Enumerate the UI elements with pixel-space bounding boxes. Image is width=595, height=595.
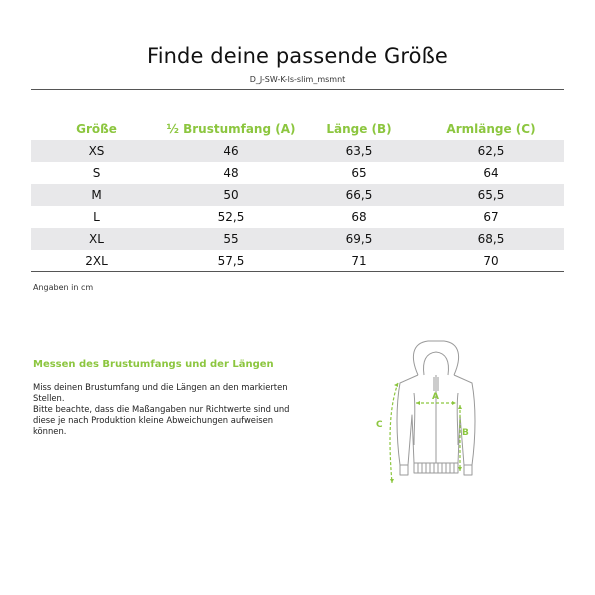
product-code: D_J-SW-K-ls-slim_msmnt bbox=[249, 75, 346, 84]
half-chest-cell: 46 bbox=[162, 140, 300, 162]
instruction-line: diese je nach Produktion kleine Abweichungen aufweisen bbox=[33, 415, 274, 425]
table-row bbox=[31, 206, 564, 228]
diagram-label-c: C bbox=[376, 420, 383, 430]
size-cell: M bbox=[31, 184, 162, 206]
diagram-label-b: B bbox=[462, 428, 469, 438]
sleeve-length-cell: 70 bbox=[483, 254, 499, 268]
length-cell: 63,5 bbox=[300, 140, 418, 162]
table-row bbox=[31, 162, 564, 184]
sleeve-length-cell: 68,5 bbox=[418, 228, 564, 250]
half-chest-cell: 57,5 bbox=[217, 254, 245, 268]
column-header-size: Größe bbox=[76, 122, 117, 136]
size-table bbox=[31, 118, 564, 272]
size-cell: S bbox=[92, 166, 101, 180]
size-cell: 2XL bbox=[85, 254, 108, 268]
size-cell: XS bbox=[31, 140, 162, 162]
table-header-row bbox=[31, 118, 564, 140]
sleeve-length-cell: 64 bbox=[483, 166, 499, 180]
measure-instructions bbox=[33, 382, 308, 437]
column-header-length: Länge (B) bbox=[326, 122, 392, 136]
bottom-divider bbox=[31, 271, 564, 272]
sleeve-length-cell: 62,5 bbox=[418, 140, 564, 162]
size-cell: L bbox=[93, 210, 100, 224]
instruction-line: können. bbox=[33, 426, 67, 436]
table-row bbox=[31, 250, 564, 272]
size-cell: XL bbox=[31, 228, 162, 250]
unit-note: Angaben in cm bbox=[33, 283, 94, 292]
length-cell: 66,5 bbox=[300, 184, 418, 206]
instruction-line: Bitte beachte, dass die Maßangaben nur Richtwerte sind und bbox=[33, 404, 290, 414]
length-cell: 71 bbox=[351, 254, 367, 268]
top-divider bbox=[31, 89, 564, 90]
measure-heading: Messen des Brustumfangs und der Längen bbox=[33, 359, 274, 370]
sleeve-length-cell: 67 bbox=[483, 210, 499, 224]
instruction-line: Miss deinen Brustumfang und die Längen an den markierten bbox=[33, 382, 288, 392]
column-header-sleeve-length: Armlänge (C) bbox=[446, 122, 536, 136]
hoodie-outline-icon bbox=[370, 335, 500, 500]
length-cell: 69,5 bbox=[300, 228, 418, 250]
length-cell: 65 bbox=[351, 166, 367, 180]
half-chest-cell: 48 bbox=[223, 166, 239, 180]
diagram-label-a: A bbox=[432, 392, 439, 402]
half-chest-cell: 55 bbox=[162, 228, 300, 250]
half-chest-cell: 52,5 bbox=[217, 210, 245, 224]
half-chest-cell: 50 bbox=[162, 184, 300, 206]
column-header-half-chest: ½ Brustumfang (A) bbox=[166, 122, 296, 136]
instruction-line: Stellen. bbox=[33, 393, 65, 403]
table-row bbox=[31, 228, 564, 250]
table-row bbox=[31, 140, 564, 162]
sleeve-length-cell: 65,5 bbox=[418, 184, 564, 206]
table-row bbox=[31, 184, 564, 206]
page-title: Finde deine passende Größe bbox=[147, 44, 448, 68]
length-cell: 68 bbox=[351, 210, 367, 224]
